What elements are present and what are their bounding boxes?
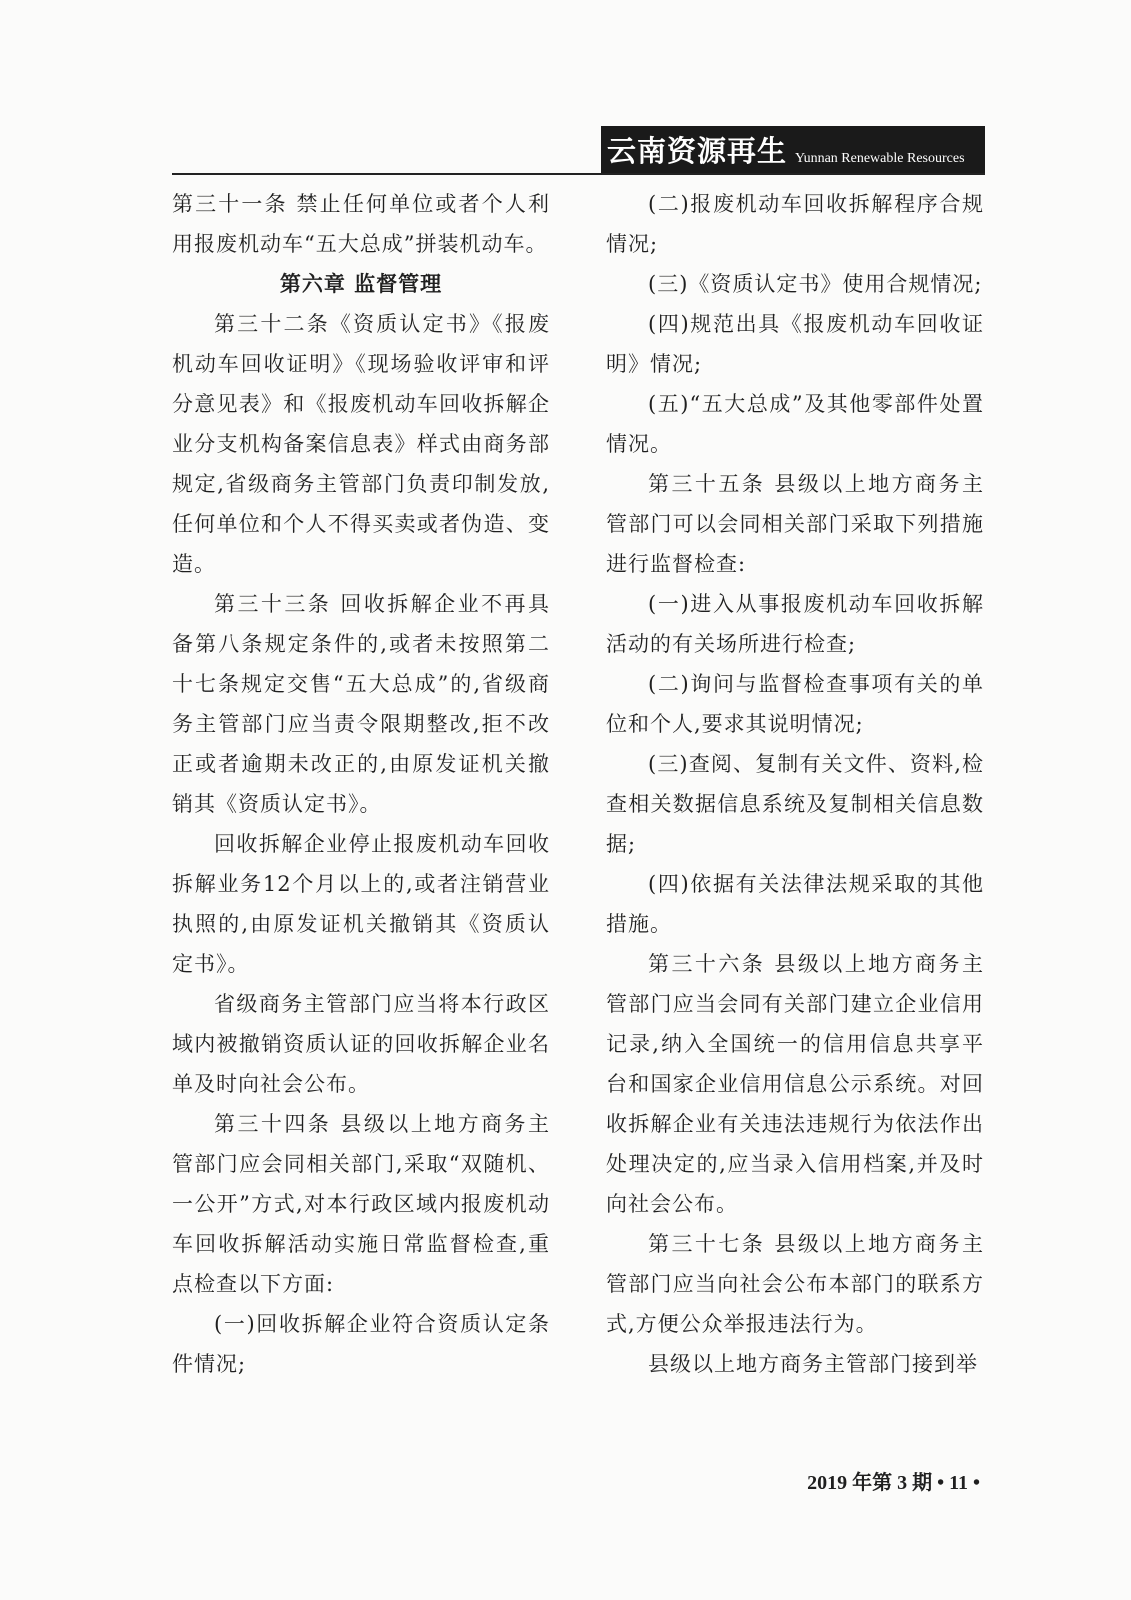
list-item: (三)查阅、复制有关文件、资料,检查相关数据信息系统及复制相关信息数据; (606, 752, 984, 856)
article-37: 第三十七条 县级以上地方商务主管部门应当向社会公布本部门的联系方式,方便公众举报违法行为。 (606, 1232, 984, 1336)
list-item: (二)询问与监督检查事项有关的单位和个人,要求其说明情况; (606, 672, 984, 736)
article-31: 第三十一条 禁止任何单位或者个人利用报废机动车“五大总成”拼装机动车。 (172, 192, 550, 256)
article-34: 第三十四条 县级以上地方商务主管部门应会同相关部门,采取“双随机、一公开”方式,对本行政区域内报废机动车回收拆解活动实施日常监督检查,重点检查以下方面: (172, 1112, 550, 1296)
left-column (172, 184, 550, 1384)
article-33: 第三十三条 回收拆解企业不再具备第八条规定条件的,或者未按照第二十七条规定交售“五大总成”的,省级商务主管部门应当责令限期整改,拒不改正或者逾期未改正的,由原发证机关撤销其《资质认定书》。 (172, 592, 550, 816)
journal-title-en: Yunnan Renewable Resources (795, 151, 965, 166)
list-item: (四)依据有关法律法规采取的其他措施。 (606, 872, 984, 936)
page-footer: 2019 年第 3 期 • 11 • (807, 1472, 980, 1494)
header-rule (172, 173, 985, 175)
list-item: (一)回收拆解企业符合资质认定条件情况; (172, 1312, 550, 1376)
paragraph: 回收拆解企业停止报废机动车回收拆解业务12个月以上的,或者注销营业执照的,由原发证机关撤销其《资质认定书》。 (172, 832, 550, 976)
paragraph: 省级商务主管部门应当将本行政区域内被撤销资质认证的回收拆解企业名单及时向社会公布。 (172, 992, 550, 1096)
chapter-heading: 第六章 监督管理 (279, 271, 443, 296)
right-column (606, 184, 984, 1384)
article-35: 第三十五条 县级以上地方商务主管部门可以会同相关部门采取下列措施进行监督检查: (606, 472, 984, 576)
list-item: (二)报废机动车回收拆解程序合规情况; (606, 192, 984, 256)
article-36: 第三十六条 县级以上地方商务主管部门应当会同有关部门建立企业信用记录,纳入全国统一的信用信息共享平台和国家企业信用信息公示系统。对回收拆解企业有关违法违规行为依法作出处理决定的,应当录入信用档案,并及时向社会公布。 (606, 952, 984, 1216)
list-item: (四)规范出具《报废机动车回收证明》情况; (606, 312, 984, 376)
paragraph: 县级以上地方商务主管部门接到举 (648, 1352, 978, 1376)
list-item: (五)“五大总成”及其他零部件处置情况。 (606, 392, 984, 456)
article-32: 第三十二条《资质认定书》《报废机动车回收证明》《现场验收评审和评分意见表》和《报废机动车回收拆解企业分支机构备案信息表》样式由商务部规定,省级商务主管部门负责印制发放,任何单位和个人不得买卖或者伪造、变造。 (172, 312, 550, 576)
journal-header (601, 126, 985, 174)
journal-title-cn: 云南资源再生 (607, 134, 788, 168)
list-item: (三)《资质认定书》使用合规情况; (648, 272, 983, 296)
list-item: (一)进入从事报废机动车回收拆解活动的有关场所进行检查; (606, 592, 984, 656)
